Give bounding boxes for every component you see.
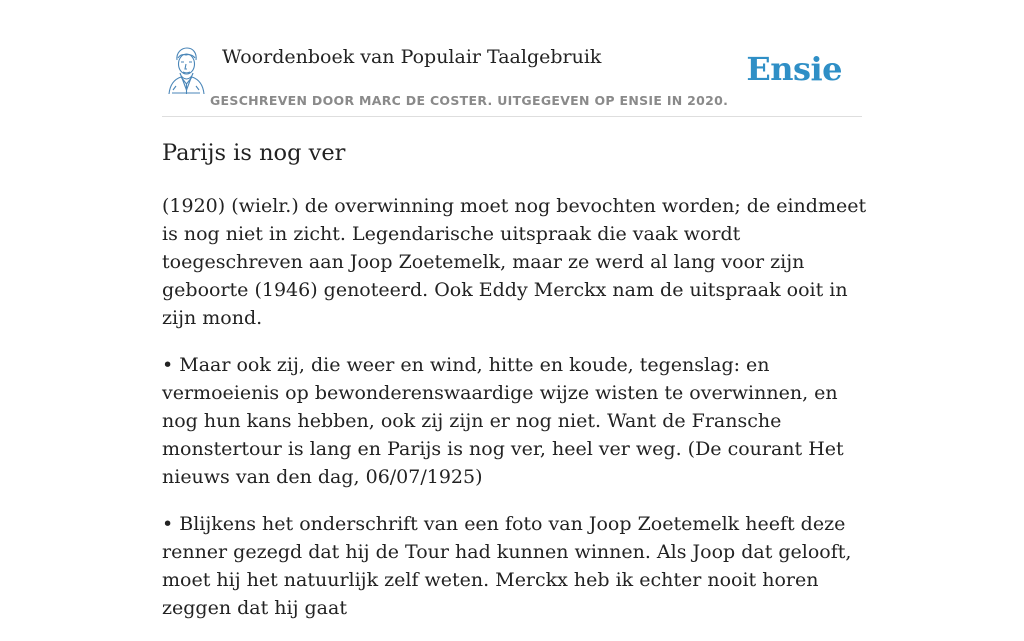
example-quote: • Maar ook zij, die weer en wind, hitte en koude, tegenslag: en vermoeienis op bewonderenswaardige wijze wisten te overwinnen, en nog hun kans hebben, ook zij zijn er nog niet. Want de Fransche monstertour is lang en Parijs is nog ver, heel ver weg. (De courant Het nieuws van den dag, 06/07/1925) — [162, 354, 844, 488]
entry-definition: (1920) (wielr.) de overwinning moet nog bevochten worden; de eindmeet is nog niet in zicht. Legendarische uitspraak die vaak wordt toegeschreven aan Joop Zoetemelk, maar ze werd al lang voor zijn geboorte (1946) genoteerd. Ook Eddy Merckx nam de uitspraak ooit in zijn mond. — [162, 195, 867, 329]
entry-content — [162, 192, 867, 641]
entry-title: Parijs is nog ver — [162, 140, 346, 166]
author-byline: GESCHREVEN DOOR MARC DE COSTER. UITGEGEVEN OP ENSIE IN 2020. — [210, 93, 729, 108]
example-quote: • Blijkens het onderschrift van een foto van Joop Zoetemelk heeft deze renner gezegd dat hij de Tour had kunnen winnen. Als Joop dat gelooft, moet hij het natuurlijk zelf weten. Merckx heb ik echter nooit horen zeggen dat hij gaat — [162, 513, 852, 619]
site-header — [162, 40, 862, 117]
ensie-logo[interactable]: Ensie — [746, 50, 842, 88]
dictionary-title[interactable]: Woordenboek van Populair Taalgebruik — [222, 46, 602, 68]
author-portrait-icon — [164, 46, 208, 96]
